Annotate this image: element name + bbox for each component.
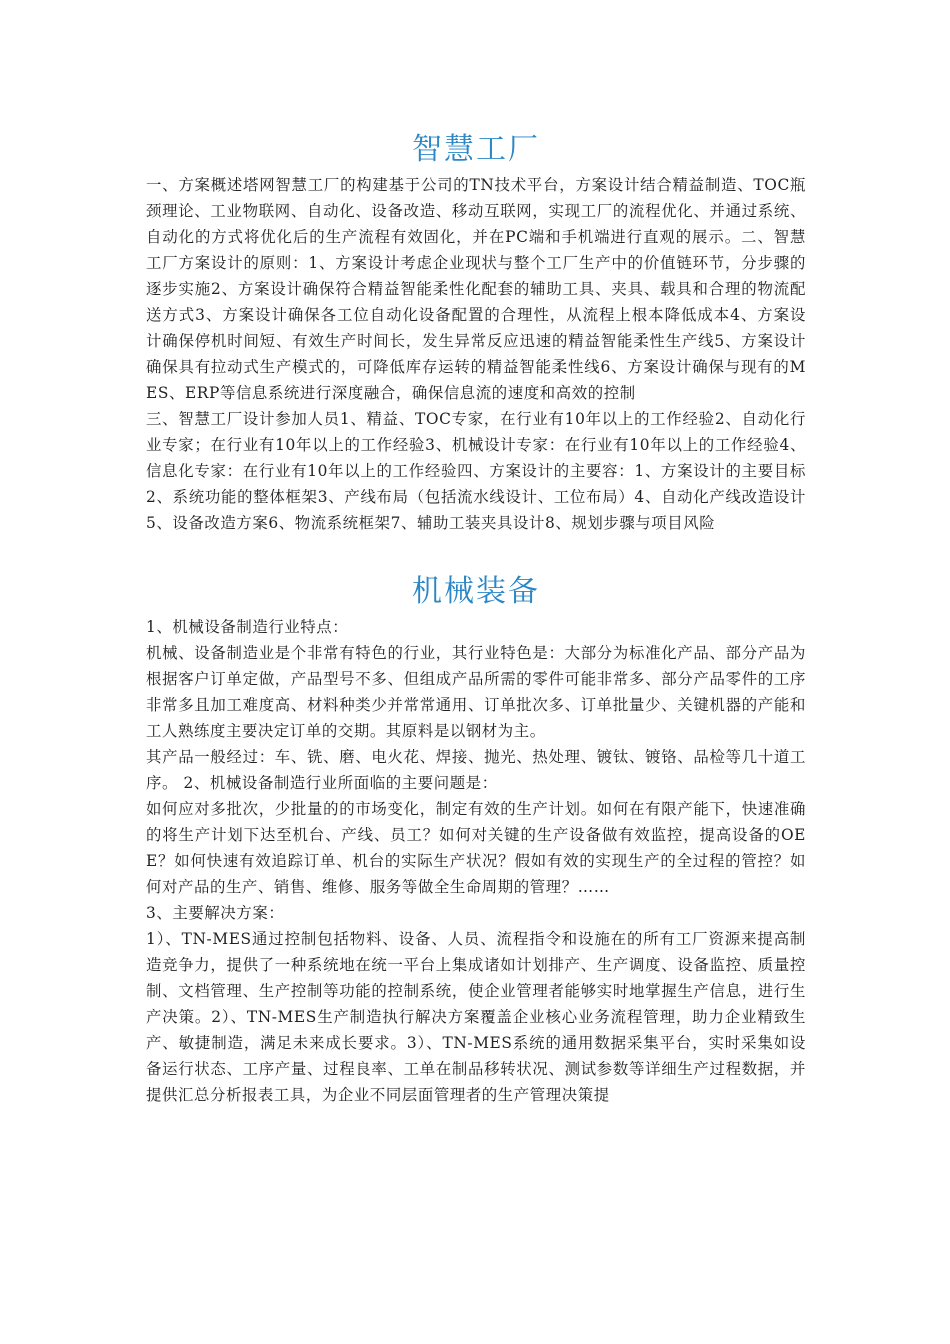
paragraph: 1）、TN-MES通过控制包括物料、设备、人员、流程指令和设施在的所有工厂资源来提高制造竞争力，提供了一种系统地在统一平台上集成诸如计划排产、生产调度、设备监控、质量控制、文档管理、生产控制等功能的控制系统，使企业管理者能够实时地掌握生产信息，进行生产决策。2）、TN-MES生产制造执行解决方案覆盖企业核心业务流程管理，助力企业精致生产、敏捷制造，满足未来成长要求。3）、TN-MES系统的通用数据采集平台，实时采集如设备运行状态、工序产量、过程良率、工单在制品移转状况、测试参数等详细生产过程数据，并提供汇总分析报表工具，为企业不同层面管理者的生产管理决策提 [146,930,806,1104]
document-content [146,128,806,1108]
paragraph: 3、主要解决方案： [146,904,285,922]
section-title-smart-factory: 智慧工厂 [412,132,540,167]
paragraph: 1、机械设备制造行业特点： [146,618,349,636]
paragraph: 一、方案概述塔网智慧工厂的构建基于公司的TN技术平台，方案设计结合精益制造、TOC瓶颈理论、工业物联网、自动化、设备改造、移动互联网，实现工厂的流程优化、并通过系统、自动化的方式将优化后的生产流程有效固化，并在PC端和手机端进行直观的展示。二、智慧工厂方案设计的原则：1、方案设计考虑企业现状与整个工厂生产中的价值链环节，分步骤的逐步实施2、方案设计确保符合精益智能柔性化配套的辅助工具、夹具、载具和合理的物流配送方式3、方案设计确保各工位自动化设备配置的合理性，从流程上根本降低成本4、方案设计确保停机时间短、有效生产时间长，发生异常反应迅速的精益智能柔性生产线5、方案设计确保具有拉动式生产模式的，可降低库存运转的精益智能柔性线6、方案设计确保与现有的MES、ERP等信息系统进行深度融合，确保信息流的速度和高效的控制 [146,176,806,402]
paragraph: 如何应对多批次，少批量的的市场变化，制定有效的生产计划。如何在有限产能下，快速准确的将生产计划下达至机台、产线、员工？如何对关键的生产设备做有效监控，提高设备的OEE？如何快速有效追踪订单、机台的实际生产状况？假如有效的实现生产的全过程的管控？如何对产品的生产、销售、维修、服务等做全生命周期的管理？…… [146,800,806,896]
paragraph: 其产品一般经过：车、铣、磨、电火花、焊接、抛光、热处理、镀钛、镀铬、品检等几十道工序。 2、机械设备制造行业所面临的主要问题是： [146,748,806,792]
section-title-machinery: 机械装备 [412,574,540,609]
paragraph: 机械、设备制造业是个非常有特色的行业，其行业特色是：大部分为标准化产品、部分产品为根据客户订单定做，产品型号不多、但组成产品所需的零件可能非常多、部分产品零件的工序非常多且加工难度高、材料种类少并常常通用、订单批次多、订单批量少、关键机器的产能和工人熟练度主要决定订单的交期。其原料是以钢材为主。 [146,644,806,740]
paragraph: 三、智慧工厂设计参加人员1、精益、TOC专家，在行业有10年以上的工作经验2、自动化行业专家；在行业有10年以上的工作经验3、机械设计专家：在行业有10年以上的工作经验4、信息化专家：在行业有10年以上的工作经验四、方案设计的主要容：1、方案设计的主要目标2、系统功能的整体框架3、产线布局（包括流水线设计、工位布局）4、自动化产线改造设计5、设备改造方案6、物流系统框架7、辅助工装夹具设计8、规划步骤与项目风险 [146,410,806,532]
